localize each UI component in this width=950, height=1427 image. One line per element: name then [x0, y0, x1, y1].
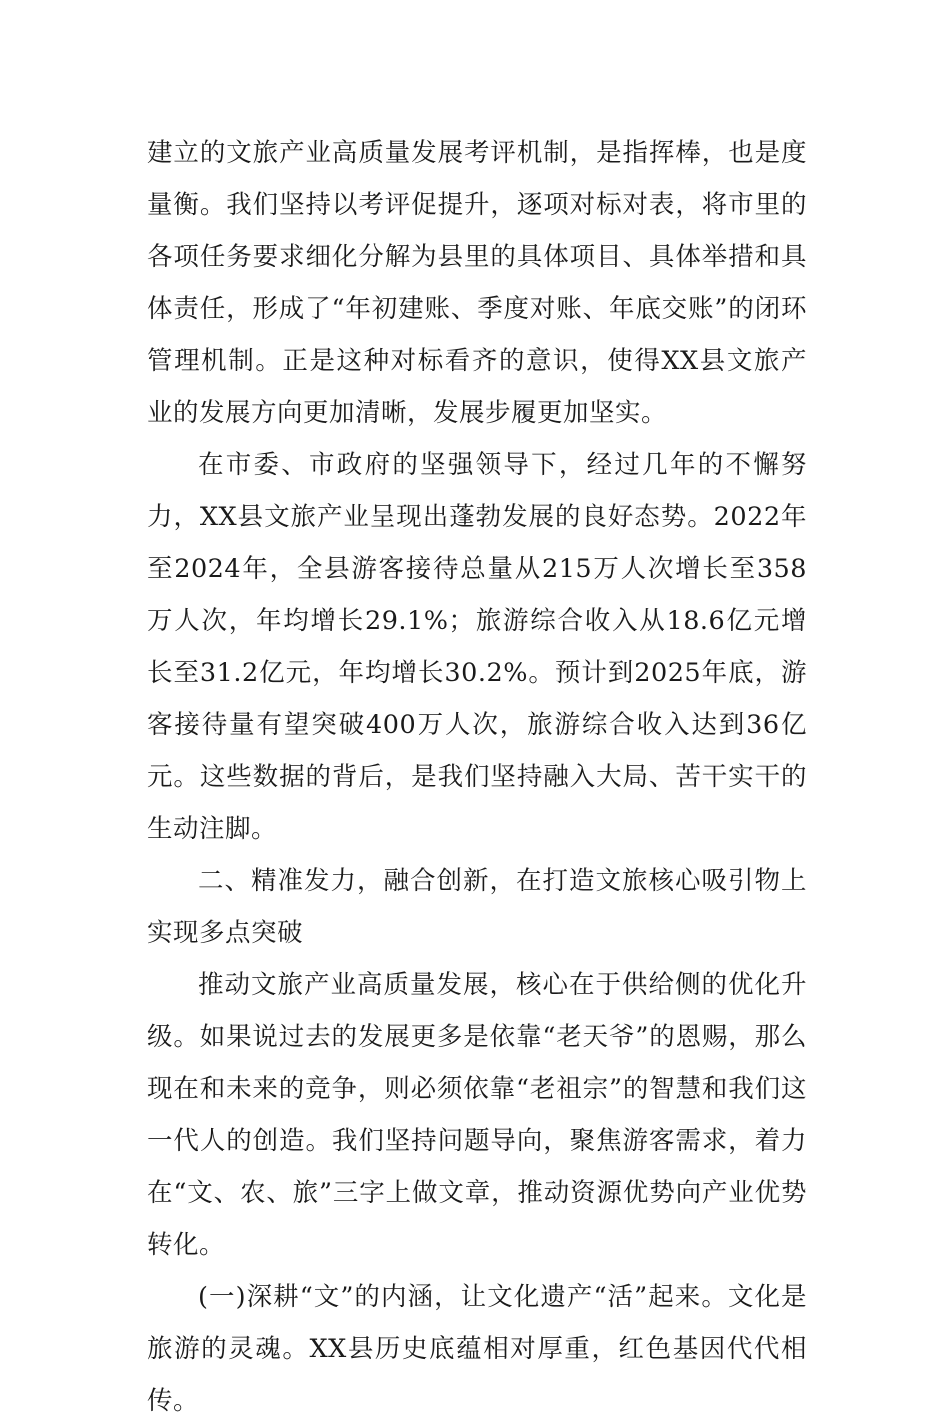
- paragraph-assessment-mechanism: 建立的文旅产业高质量发展考评机制，是指挥棒，也是度量衡。我们坚持以考评促提升，逐项对标对表，将市里的各项任务要求细化分解为县里的具体项目、具体举措和具体责任，形成了“年初建账、季度对账、年底交账”的闭环管理机制。正是这种对标看齐的意识，使得XX县文旅产业的发展方向更加清晰，发展步履更加坚实。: [147, 138, 807, 428]
- paragraph-supply-side: 推动文旅产业高质量发展，核心在于供给侧的优化升级。如果说过去的发展更多是依靠“老天爷”的恩赐，那么现在和未来的竞争，则必须依靠“老祖宗”的智慧和我们这一代人的创造。我们坚持问题导向，聚焦游客需求，着力在“文、农、旅”三字上做文章，推动资源优势向产业优势转化。: [147, 970, 807, 1260]
- document-body: [147, 127, 807, 1427]
- paragraph-culture-subsection: (一)深耕“文”的内涵，让文化遗产“活”起来。文化是旅游的灵魂。XX县历史底蕴相对厚重，红色基因代代相传。: [147, 1282, 807, 1416]
- paragraph-development-data: 在市委、市政府的坚强领导下，经过几年的不懈努力，XX县文旅产业呈现出蓬勃发展的良好态势。2022年至2024年，全县游客接待总量从215万人次增长至358万人次，年均增长29.1%；旅游综合收入从18.6亿元增长至31.2亿元，年均增长30.2%。预计到2025年底，游客接待量有望突破400万人次，旅游综合收入达到36亿元。这些数据的背后，是我们坚持融入大局、苦干实干的生动注脚。: [147, 450, 807, 844]
- section-heading-two: 二、精准发力，融合创新，在打造文旅核心吸引物上实现多点突破: [147, 866, 807, 948]
